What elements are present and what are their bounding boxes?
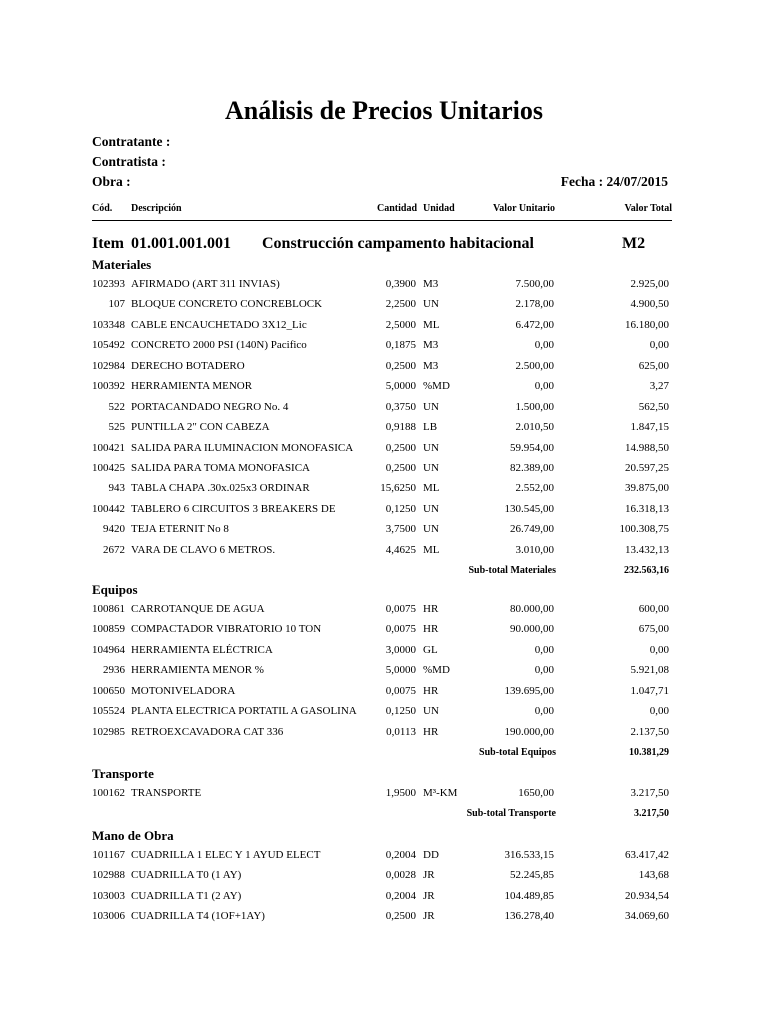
cell-unit: UN [423,401,439,413]
table-row [0,890,768,904]
contratista-label: Contratista : [92,154,166,169]
cell-vt: 5.921,08 [630,664,669,676]
cell-desc: CUADRILLA 1 ELEC Y 1 AYUD ELECT [131,849,321,861]
cell-unit: JR [423,910,435,922]
subtotal-label: Sub-total Equipos [479,747,556,758]
cell-desc: BLOQUE CONCRETO CONCREBLOCK [131,298,323,310]
table-row [0,482,768,496]
item-number: 01.001.001.001 [131,235,231,252]
cell-vu: 7.500,00 [515,278,554,290]
cell-vu: 190.000,00 [504,726,554,738]
table-row [0,523,768,537]
column-header-cantidad: Cantidad [376,203,417,214]
cell-cod: 102985 [92,726,125,738]
cell-desc: CABLE ENCAUCHETADO 3X12_Lic [131,319,307,331]
cell-vu: 139.695,00 [504,685,554,697]
cell-desc: HERRAMIENTA ELÉCTRICA [131,644,273,656]
cell-vt: 143,68 [638,869,669,881]
cell-vu: 1.500,00 [515,401,554,413]
cell-vu: 26.749,00 [510,523,554,535]
cell-cod: 101167 [92,849,125,861]
cell-qty: 0,2004 [385,849,416,861]
cell-desc: VARA DE CLAVO 6 METROS. [131,544,276,556]
cell-desc: AFIRMADO (ART 311 INVIAS) [131,278,280,290]
table-row [0,503,768,517]
cell-vt: 1.047,71 [630,685,669,697]
cell-cod: 102393 [92,278,125,290]
cell-cod: 100421 [92,442,125,454]
cell-vt: 2.925,00 [630,278,669,290]
cell-desc: PORTACANDADO NEGRO No. 4 [131,401,289,413]
section-heading: Mano de Obra [92,828,174,843]
cell-vu: 130.545,00 [504,503,554,515]
cell-vt: 34.069,60 [625,910,669,922]
cell-vt: 20.597,25 [625,462,669,474]
cell-desc: TABLERO 6 CIRCUITOS 3 BREAKERS DE [131,503,336,515]
cell-unit: UN [423,503,439,515]
table-row [0,664,768,678]
cell-desc: CARROTANQUE DE AGUA [131,603,265,615]
cell-cod: 100162 [92,787,125,799]
cell-qty: 0,2500 [385,360,416,372]
cell-unit: UN [423,442,439,454]
cell-unit: %MD [423,664,450,676]
table-row [0,603,768,617]
subtotal-value: 3.217,50 [634,808,669,819]
cell-vt: 1.847,15 [630,421,669,433]
table-row [0,910,768,924]
cell-desc: PUNTILLA 2" CON CABEZA [131,421,270,433]
subtotal-label: Sub-total Materiales [468,565,556,576]
cell-qty: 3,7500 [385,523,416,535]
subtotal-label: Sub-total Transporte [466,808,556,819]
table-row [0,726,768,740]
cell-vu: 2.178,00 [515,298,554,310]
subtotal-row [0,808,768,822]
cell-vu: 2.010,50 [515,421,554,433]
cell-vu: 0,00 [534,705,554,717]
cell-unit: UN [423,523,439,535]
cell-cod: 105524 [92,705,125,717]
cell-vu: 80.000,00 [510,603,554,615]
cell-unit: M3 [423,278,439,290]
cell-unit: JR [423,869,435,881]
cell-qty: 0,2004 [385,890,416,902]
cell-vt: 63.417,42 [625,849,669,861]
cell-vu: 136.278,40 [504,910,554,922]
cell-cod: 100425 [92,462,125,474]
page-title: Análisis de Precios Unitarios [224,96,544,125]
cell-unit: UN [423,705,439,717]
table-row [0,380,768,394]
cell-unit: LB [423,421,438,433]
cell-cod: 525 [108,421,125,433]
column-header-valor-unitario: Valor Unitario [493,203,555,214]
cell-vt: 675,00 [638,623,669,635]
item-description: Construcción campamento habitacional [262,235,534,252]
table-row [0,787,768,801]
obra-label: Obra : [92,174,131,189]
cell-desc: TABLA CHAPA .30x.025x3 ORDINAR [131,482,310,494]
cell-cod: 103348 [92,319,125,331]
table-row [0,849,768,863]
cell-desc: DERECHO BOTADERO [131,360,245,372]
table-row [0,319,768,333]
table-row [0,623,768,637]
table-row [0,360,768,374]
column-header-descripcion: Descripción [131,203,182,214]
column-header-unidad: Unidad [423,203,455,214]
cell-unit: UN [423,462,439,474]
cell-desc: SALIDA PARA TOMA MONOFASICA [131,462,311,474]
cell-qty: 0,0113 [386,726,416,738]
cell-qty: 0,3750 [385,401,416,413]
section-heading: Equipos [92,582,138,597]
cell-qty: 0,0075 [385,623,416,635]
cell-vt: 2.137,50 [630,726,669,738]
cell-vu: 3.010,00 [515,544,554,556]
cell-qty: 15,6250 [380,482,416,494]
table-row [0,421,768,435]
section-heading: Transporte [92,766,154,781]
cell-vu: 59.954,00 [510,442,554,454]
cell-desc: CONCRETO 2000 PSI (140N) Pacifico [131,339,307,351]
cell-vt: 562,50 [638,401,669,413]
cell-desc: HERRAMIENTA MENOR [131,380,253,392]
table-row [0,462,768,476]
cell-unit: HR [423,685,439,697]
cell-desc: PLANTA ELECTRICA PORTATIL A GASOLINA [131,705,357,717]
cell-vt: 3,27 [649,380,669,392]
cell-cod: 9420 [103,523,125,535]
cell-cod: 102984 [92,360,125,372]
cell-cod: 100861 [92,603,125,615]
cell-cod: 943 [108,482,125,494]
cell-vu: 6.472,00 [515,319,554,331]
cell-vu: 0,00 [534,664,554,676]
section-heading: Materiales [92,257,152,272]
header-divider [92,220,672,221]
table-row [0,705,768,719]
cell-unit: HR [423,603,439,615]
cell-cod: 103003 [92,890,125,902]
cell-vt: 100.308,75 [619,523,669,535]
cell-qty: 0,0075 [385,685,416,697]
cell-vu: 316.533,15 [504,849,554,861]
subtotal-value: 10.381,29 [629,747,669,758]
table-row [0,544,768,558]
cell-qty: 0,1875 [385,339,416,351]
cell-unit: HR [423,726,439,738]
cell-desc: CUADRILLA T0 (1 AY) [131,869,242,881]
item-unit: M2 [622,235,646,252]
column-header-valor-total: Valor Total [624,203,672,214]
cell-cod: 100392 [92,380,125,392]
cell-desc: COMPACTADOR VIBRATORIO 10 TON [131,623,322,635]
cell-vu: 0,00 [534,339,554,351]
cell-unit: %MD [423,380,450,392]
cell-unit: ML [423,482,440,494]
cell-desc: SALIDA PARA ILUMINACION MONOFASICA [131,442,354,454]
cell-unit: UN [423,298,439,310]
cell-vt: 4.900,50 [630,298,669,310]
subtotal-row [0,747,768,761]
cell-desc: HERRAMIENTA MENOR % [131,664,264,676]
table-row [0,869,768,883]
cell-unit: ML [423,319,440,331]
cell-cod: 2672 [103,544,125,556]
cell-vt: 20.934,54 [625,890,669,902]
cell-vt: 625,00 [638,360,669,372]
cell-unit: M³-KM [423,787,458,799]
cell-vu: 2.500,00 [515,360,554,372]
cell-cod: 522 [108,401,125,413]
cell-qty: 0,3900 [385,278,416,290]
cell-vu: 0,00 [534,380,554,392]
cell-vu: 2.552,00 [515,482,554,494]
subtotal-row [0,565,768,579]
cell-desc: CUADRILLA T4 (1OF+1AY) [131,910,265,922]
cell-vu: 0,00 [534,644,554,656]
cell-unit: DD [423,849,439,861]
cell-qty: 0,2500 [385,910,416,922]
table-row [0,339,768,353]
cell-unit: GL [423,644,438,656]
cell-vt: 0,00 [649,644,669,656]
cell-cod: 100442 [92,503,125,515]
table-row [0,644,768,658]
item-label: Item [92,235,124,252]
fecha-label: Fecha : 24/07/2015 [560,174,668,189]
cell-unit: M3 [423,339,439,351]
cell-qty: 0,0075 [385,603,416,615]
cell-desc: RETROEXCAVADORA CAT 336 [131,726,284,738]
cell-unit: HR [423,623,439,635]
cell-vt: 16.180,00 [625,319,669,331]
cell-vu: 104.489,85 [504,890,554,902]
cell-cod: 105492 [92,339,125,351]
cell-vu: 52.245,85 [510,869,554,881]
cell-cod: 103006 [92,910,125,922]
cell-desc: CUADRILLA T1 (2 AY) [131,890,242,902]
cell-cod: 107 [108,298,125,310]
cell-qty: 1,9500 [385,787,416,799]
cell-unit: ML [423,544,440,556]
cell-qty: 0,9188 [385,421,416,433]
cell-qty: 5,0000 [385,380,416,392]
cell-vt: 600,00 [638,603,669,615]
cell-vu: 90.000,00 [510,623,554,635]
table-row [0,685,768,699]
cell-cod: 2936 [103,664,125,676]
cell-vt: 0,00 [649,339,669,351]
table-row [0,298,768,312]
cell-qty: 0,1250 [385,503,416,515]
cell-desc: TRANSPORTE [131,787,202,799]
cell-cod: 102988 [92,869,125,881]
cell-qty: 0,1250 [385,705,416,717]
cell-vt: 14.988,50 [625,442,669,454]
cell-qty: 2,5000 [385,319,416,331]
subtotal-value: 232.563,16 [624,565,669,576]
cell-vt: 0,00 [649,705,669,717]
cell-vt: 13.432,13 [625,544,669,556]
cell-desc: TEJA ETERNIT No 8 [131,523,229,535]
contratante-label: Contratante : [92,134,171,149]
cell-qty: 0,2500 [385,462,416,474]
table-row [0,401,768,415]
cell-desc: MOTONIVELADORA [131,685,236,697]
cell-vu: 1650,00 [518,787,554,799]
cell-cod: 100859 [92,623,125,635]
cell-unit: M3 [423,360,439,372]
cell-vt: 3.217,50 [630,787,669,799]
column-header-cod: Cód. [92,203,113,214]
cell-vt: 16.318,13 [625,503,669,515]
cell-qty: 4,4625 [385,544,416,556]
cell-qty: 3,0000 [385,644,416,656]
cell-cod: 100650 [92,685,125,697]
cell-vu: 82.389,00 [510,462,554,474]
cell-vt: 39.875,00 [625,482,669,494]
cell-unit: JR [423,890,435,902]
cell-qty: 0,0028 [385,869,416,881]
cell-qty: 0,2500 [385,442,416,454]
table-row [0,442,768,456]
cell-qty: 5,0000 [385,664,416,676]
table-row [0,278,768,292]
cell-qty: 2,2500 [385,298,416,310]
cell-cod: 104964 [92,644,125,656]
